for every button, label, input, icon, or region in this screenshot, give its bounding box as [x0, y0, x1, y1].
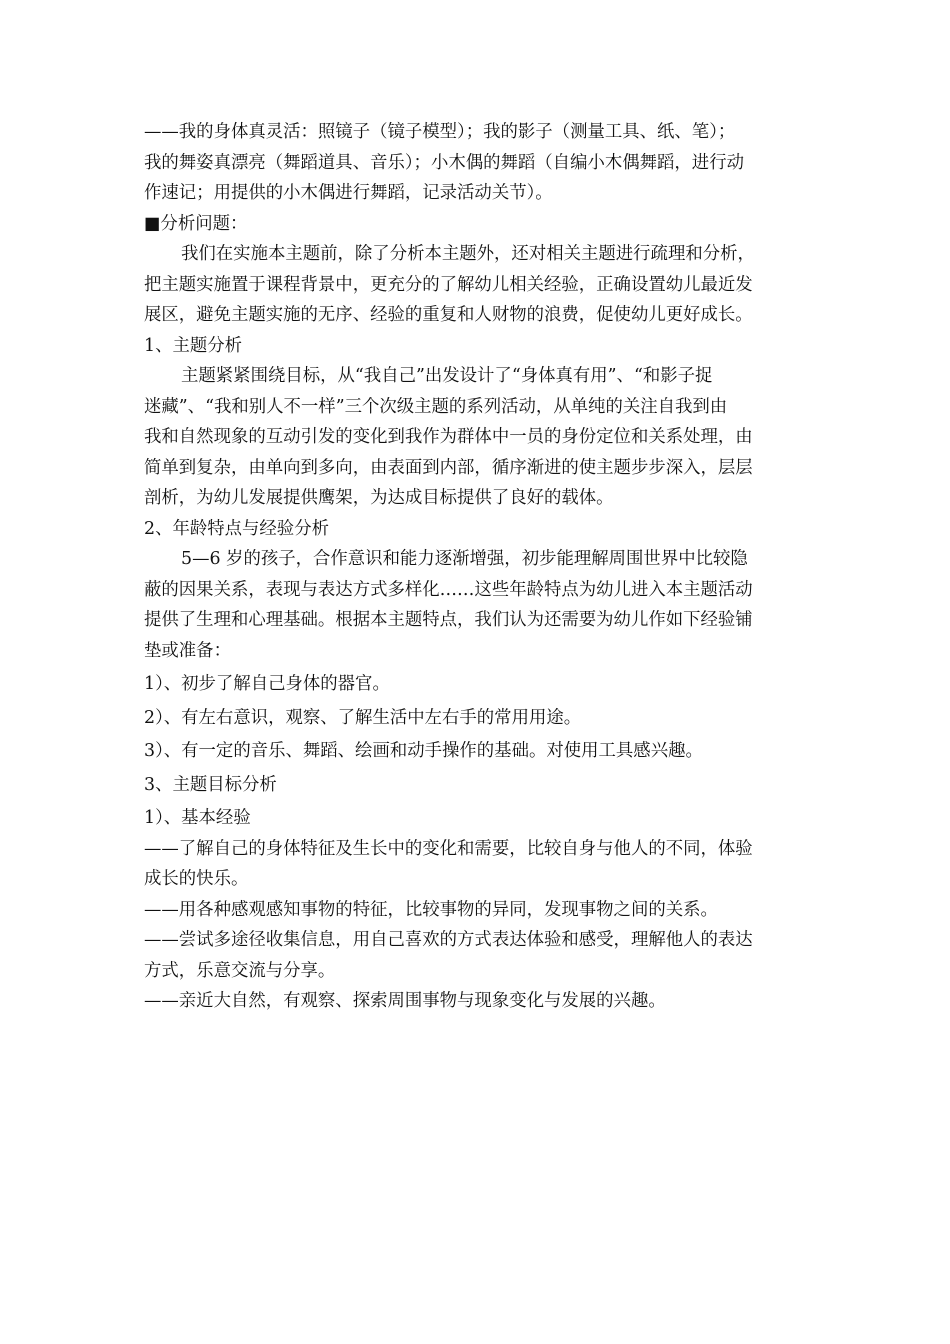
- list-item: 1）、初步了解自己身体的器官。: [144, 674, 390, 694]
- text-line: 剖析，为幼儿发展提供鹰架，为达成目标提供了良好的载体。: [144, 488, 614, 508]
- paragraph-first-line: 主题紧紧围绕目标，从“我自己”出发设计了“身体真有用”、“和影子捉: [181, 366, 713, 386]
- subsection-heading: 3、主题目标分析: [144, 774, 277, 795]
- paragraph-first-line: 5—6 岁的孩子，合作意识和能力逐渐增强，初步能理解周围世界中比较隐: [181, 549, 748, 569]
- text-line: ——亲近大自然，有观察、探索周围事物与现象变化与发展的兴趣。: [144, 991, 666, 1011]
- subsection-heading: 2、年龄特点与经验分析: [144, 518, 329, 539]
- text-line: ——用各种感观感知事物的特征，比较事物的异同，发现事物之间的关系。: [144, 899, 718, 920]
- document-body: [144, 117, 806, 1017]
- text-line: 作速记；用提供的小木偶进行舞蹈，记录活动关节）。: [144, 183, 553, 203]
- paragraph-first-line: 我们在实施本主题前，除了分析本主题外，还对相关主题进行疏理和分析，: [181, 244, 755, 264]
- text-line: ——了解自己的身体特征及生长中的变化和需要，比较自身与他人的不同，体验: [144, 838, 753, 859]
- text-line: ——我的身体真灵活：照镜子（镜子模型）；我的影子（测量工具、纸、笔）；: [144, 122, 736, 142]
- text-line: 迷藏”、“我和别人不一样”三个次级主题的系列活动，从单纯的关注自我到由: [144, 396, 728, 417]
- text-line: 简单到复杂，由单向到多向，由表面到内部，循序渐进的使主题步步深入，层层: [144, 457, 753, 478]
- list-heading: 1）、基本经验: [144, 808, 251, 828]
- text-line: 展区，避免主题实施的无序、经验的重复和人财物的浪费，促使幼儿更好成长。: [144, 305, 753, 325]
- subsection-heading: 1、主题分析: [144, 335, 243, 356]
- text-line: 垫或准备：: [144, 640, 231, 661]
- text-line: 我和自然现象的互动引发的变化到我作为群体中一员的身份定位和关系处理，由: [144, 427, 753, 447]
- text-line: 成长的快乐。: [144, 869, 249, 889]
- list-item: 3）、有一定的音乐、舞蹈、绘画和动手操作的基础。对使用工具感兴趣。: [144, 741, 703, 761]
- text-line: ——尝试多途径收集信息，用自己喜欢的方式表达体验和感受，理解他人的表达: [144, 930, 753, 950]
- section-heading: ■分析问题：: [144, 213, 248, 234]
- text-line: 我的舞姿真漂亮（舞蹈道具、音乐）；小木偶的舞蹈（自编小木偶舞蹈，进行动: [144, 152, 744, 173]
- text-line: 把主题实施置于课程背景中，更充分的了解幼儿相关经验，正确设置幼儿最近发: [144, 274, 753, 295]
- text-line: 蔽的因果关系，表现与表达方式多样化……这些年龄特点为幼儿进入本主题活动: [144, 579, 753, 600]
- text-line: 提供了生理和心理基础。根据本主题特点，我们认为还需要为幼儿作如下经验铺: [144, 610, 753, 630]
- text-line: 方式，乐意交流与分享。: [144, 960, 336, 981]
- list-item: 2）、有左右意识，观察、了解生活中左右手的常用用途。: [144, 707, 582, 728]
